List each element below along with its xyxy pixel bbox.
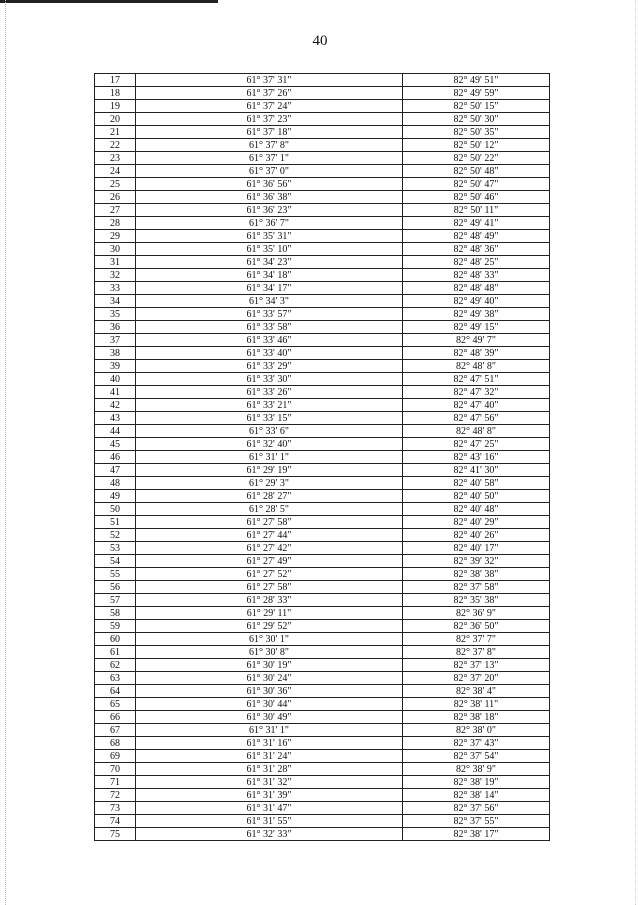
point-number-cell: 28 (95, 217, 136, 230)
table-row (95, 516, 550, 529)
latitude-cell: 61° 31' 16" (136, 737, 403, 750)
latitude-cell: 61° 27' 42" (136, 542, 403, 555)
point-number-cell: 44 (95, 425, 136, 438)
table-row (95, 542, 550, 555)
point-number-cell: 60 (95, 633, 136, 646)
table-row (95, 399, 550, 412)
latitude-cell: 61° 36' 23" (136, 204, 403, 217)
point-number-cell: 71 (95, 776, 136, 789)
longitude-cell: 82° 38' 11" (403, 698, 550, 711)
point-number-cell: 70 (95, 763, 136, 776)
table-row (95, 204, 550, 217)
longitude-cell: 82° 48' 8" (403, 425, 550, 438)
longitude-cell: 82° 40' 58" (403, 477, 550, 490)
point-number-cell: 63 (95, 672, 136, 685)
latitude-cell: 61° 31' 28" (136, 763, 403, 776)
longitude-cell: 82° 38' 0" (403, 724, 550, 737)
longitude-cell: 82° 40' 17" (403, 542, 550, 555)
longitude-cell: 82° 48' 39" (403, 347, 550, 360)
latitude-cell: 61° 30' 49" (136, 711, 403, 724)
longitude-cell: 82° 50' 46" (403, 191, 550, 204)
table-row (95, 490, 550, 503)
latitude-cell: 61° 30' 19" (136, 659, 403, 672)
point-number-cell: 59 (95, 620, 136, 633)
point-number-cell: 23 (95, 152, 136, 165)
point-number-cell: 56 (95, 581, 136, 594)
latitude-cell: 61° 35' 31" (136, 230, 403, 243)
point-number-cell: 22 (95, 139, 136, 152)
longitude-cell: 82° 48' 48" (403, 282, 550, 295)
point-number-cell: 42 (95, 399, 136, 412)
point-number-cell: 26 (95, 191, 136, 204)
table-row (95, 451, 550, 464)
latitude-cell: 61° 31' 39" (136, 789, 403, 802)
latitude-cell: 61° 30' 8" (136, 646, 403, 659)
table-row (95, 555, 550, 568)
point-number-cell: 58 (95, 607, 136, 620)
point-number-cell: 61 (95, 646, 136, 659)
longitude-cell: 82° 37' 20" (403, 672, 550, 685)
latitude-cell: 61° 37' 24" (136, 100, 403, 113)
table-row (95, 113, 550, 126)
latitude-cell: 61° 30' 1" (136, 633, 403, 646)
table-row (95, 152, 550, 165)
longitude-cell: 82° 37' 13" (403, 659, 550, 672)
latitude-cell: 61° 36' 7" (136, 217, 403, 230)
latitude-cell: 61° 37' 1" (136, 152, 403, 165)
table-row (95, 139, 550, 152)
table-row (95, 503, 550, 516)
table-row (95, 594, 550, 607)
latitude-cell: 61° 27' 58" (136, 516, 403, 529)
point-number-cell: 55 (95, 568, 136, 581)
latitude-cell: 61° 31' 55" (136, 815, 403, 828)
longitude-cell: 82° 38' 9" (403, 763, 550, 776)
point-number-cell: 45 (95, 438, 136, 451)
longitude-cell: 82° 37' 8" (403, 646, 550, 659)
table-row (95, 126, 550, 139)
table-row (95, 308, 550, 321)
point-number-cell: 25 (95, 178, 136, 191)
table-row (95, 659, 550, 672)
longitude-cell: 82° 50' 35" (403, 126, 550, 139)
point-number-cell: 36 (95, 321, 136, 334)
point-number-cell: 32 (95, 269, 136, 282)
longitude-cell: 82° 49' 51" (403, 74, 550, 87)
latitude-cell: 61° 29' 19" (136, 464, 403, 477)
table-row (95, 217, 550, 230)
point-number-cell: 46 (95, 451, 136, 464)
point-number-cell: 54 (95, 555, 136, 568)
table-row (95, 100, 550, 113)
point-number-cell: 69 (95, 750, 136, 763)
table-row (95, 178, 550, 191)
table-row (95, 334, 550, 347)
table-row (95, 698, 550, 711)
table-row (95, 750, 550, 763)
point-number-cell: 30 (95, 243, 136, 256)
left-margin-line (5, 0, 7, 905)
latitude-cell: 61° 34' 17" (136, 282, 403, 295)
point-number-cell: 37 (95, 334, 136, 347)
table-row (95, 87, 550, 100)
table-row (95, 815, 550, 828)
latitude-cell: 61° 36' 38" (136, 191, 403, 204)
point-number-cell: 48 (95, 477, 136, 490)
latitude-cell: 61° 33' 57" (136, 308, 403, 321)
table-row (95, 295, 550, 308)
longitude-cell: 82° 38' 14" (403, 789, 550, 802)
latitude-cell: 61° 27' 52" (136, 568, 403, 581)
longitude-cell: 82° 50' 11" (403, 204, 550, 217)
point-number-cell: 65 (95, 698, 136, 711)
latitude-cell: 61° 33' 46" (136, 334, 403, 347)
table-row (95, 568, 550, 581)
point-number-cell: 51 (95, 516, 136, 529)
longitude-cell: 82° 49' 38" (403, 308, 550, 321)
point-number-cell: 64 (95, 685, 136, 698)
longitude-cell: 82° 38' 38" (403, 568, 550, 581)
latitude-cell: 61° 33' 29" (136, 360, 403, 373)
latitude-cell: 61° 31' 32" (136, 776, 403, 789)
longitude-cell: 82° 49' 59" (403, 87, 550, 100)
table-row (95, 347, 550, 360)
longitude-cell: 82° 48' 25" (403, 256, 550, 269)
point-number-cell: 50 (95, 503, 136, 516)
point-number-cell: 75 (95, 828, 136, 841)
longitude-cell: 82° 47' 51" (403, 373, 550, 386)
table-row (95, 321, 550, 334)
longitude-cell: 82° 48' 49" (403, 230, 550, 243)
latitude-cell: 61° 27' 58" (136, 581, 403, 594)
longitude-cell: 82° 41' 30" (403, 464, 550, 477)
longitude-cell: 82° 39' 32" (403, 555, 550, 568)
point-number-cell: 27 (95, 204, 136, 217)
longitude-cell: 82° 47' 25" (403, 438, 550, 451)
longitude-cell: 82° 40' 29" (403, 516, 550, 529)
longitude-cell: 82° 49' 7" (403, 334, 550, 347)
latitude-cell: 61° 29' 11" (136, 607, 403, 620)
point-number-cell: 68 (95, 737, 136, 750)
table-row (95, 828, 550, 841)
longitude-cell: 82° 38' 4" (403, 685, 550, 698)
table-row (95, 477, 550, 490)
longitude-cell: 82° 50' 30" (403, 113, 550, 126)
point-number-cell: 19 (95, 100, 136, 113)
latitude-cell: 61° 32' 40" (136, 438, 403, 451)
coordinates-table (94, 73, 550, 841)
latitude-cell: 61° 33' 40" (136, 347, 403, 360)
latitude-cell: 61° 33' 30" (136, 373, 403, 386)
latitude-cell: 61° 29' 52" (136, 620, 403, 633)
point-number-cell: 21 (95, 126, 136, 139)
table-row (95, 464, 550, 477)
table-row (95, 230, 550, 243)
table-row (95, 529, 550, 542)
point-number-cell: 74 (95, 815, 136, 828)
point-number-cell: 67 (95, 724, 136, 737)
point-number-cell: 73 (95, 802, 136, 815)
point-number-cell: 41 (95, 386, 136, 399)
latitude-cell: 61° 33' 21" (136, 399, 403, 412)
longitude-cell: 82° 48' 36" (403, 243, 550, 256)
latitude-cell: 61° 37' 18" (136, 126, 403, 139)
latitude-cell: 61° 33' 58" (136, 321, 403, 334)
longitude-cell: 82° 50' 48" (403, 165, 550, 178)
point-number-cell: 20 (95, 113, 136, 126)
longitude-cell: 82° 38' 18" (403, 711, 550, 724)
table-row (95, 685, 550, 698)
table-row (95, 776, 550, 789)
point-number-cell: 17 (95, 74, 136, 87)
table-row (95, 360, 550, 373)
right-margin-line (635, 0, 637, 905)
latitude-cell: 61° 37' 23" (136, 113, 403, 126)
longitude-cell: 82° 37' 54" (403, 750, 550, 763)
point-number-cell: 66 (95, 711, 136, 724)
point-number-cell: 39 (95, 360, 136, 373)
longitude-cell: 82° 37' 7" (403, 633, 550, 646)
longitude-cell: 82° 37' 55" (403, 815, 550, 828)
longitude-cell: 82° 37' 56" (403, 802, 550, 815)
point-number-cell: 53 (95, 542, 136, 555)
latitude-cell: 61° 31' 47" (136, 802, 403, 815)
longitude-cell: 82° 47' 32" (403, 386, 550, 399)
latitude-cell: 61° 31' 1" (136, 451, 403, 464)
latitude-cell: 61° 34' 18" (136, 269, 403, 282)
latitude-cell: 61° 31' 24" (136, 750, 403, 763)
latitude-cell: 61° 30' 36" (136, 685, 403, 698)
point-number-cell: 49 (95, 490, 136, 503)
table-row (95, 763, 550, 776)
latitude-cell: 61° 34' 3" (136, 295, 403, 308)
longitude-cell: 82° 50' 12" (403, 139, 550, 152)
longitude-cell: 82° 50' 22" (403, 152, 550, 165)
longitude-cell: 82° 49' 15" (403, 321, 550, 334)
table-row (95, 711, 550, 724)
latitude-cell: 61° 33' 6" (136, 425, 403, 438)
latitude-cell: 61° 37' 0" (136, 165, 403, 178)
point-number-cell: 33 (95, 282, 136, 295)
point-number-cell: 43 (95, 412, 136, 425)
table-row (95, 724, 550, 737)
table-row (95, 282, 550, 295)
page-number: 40 (312, 33, 328, 49)
point-number-cell: 18 (95, 87, 136, 100)
latitude-cell: 61° 37' 31" (136, 74, 403, 87)
latitude-cell: 61° 28' 33" (136, 594, 403, 607)
table-row (95, 438, 550, 451)
latitude-cell: 61° 30' 24" (136, 672, 403, 685)
table-row (95, 789, 550, 802)
table-row (95, 802, 550, 815)
coordinates-table-body (95, 74, 550, 841)
latitude-cell: 61° 28' 5" (136, 503, 403, 516)
table-row (95, 633, 550, 646)
latitude-cell: 61° 37' 8" (136, 139, 403, 152)
latitude-cell: 61° 28' 27" (136, 490, 403, 503)
longitude-cell: 82° 38' 19" (403, 776, 550, 789)
point-number-cell: 24 (95, 165, 136, 178)
table-row (95, 191, 550, 204)
table-row (95, 74, 550, 87)
longitude-cell: 82° 50' 47" (403, 178, 550, 191)
table-row (95, 165, 550, 178)
latitude-cell: 61° 33' 15" (136, 412, 403, 425)
point-number-cell: 47 (95, 464, 136, 477)
point-number-cell: 34 (95, 295, 136, 308)
point-number-cell: 40 (95, 373, 136, 386)
longitude-cell: 82° 48' 8" (403, 360, 550, 373)
table-row (95, 243, 550, 256)
table-row (95, 412, 550, 425)
longitude-cell: 82° 37' 43" (403, 737, 550, 750)
longitude-cell: 82° 50' 15" (403, 100, 550, 113)
table-row (95, 373, 550, 386)
point-number-cell: 57 (95, 594, 136, 607)
latitude-cell: 61° 27' 44" (136, 529, 403, 542)
longitude-cell: 82° 35' 38" (403, 594, 550, 607)
longitude-cell: 82° 38' 17" (403, 828, 550, 841)
longitude-cell: 82° 48' 33" (403, 269, 550, 282)
longitude-cell: 82° 47' 40" (403, 399, 550, 412)
longitude-cell: 82° 36' 9" (403, 607, 550, 620)
latitude-cell: 61° 34' 23" (136, 256, 403, 269)
longitude-cell: 82° 47' 56" (403, 412, 550, 425)
longitude-cell: 82° 43' 16" (403, 451, 550, 464)
latitude-cell: 61° 37' 26" (136, 87, 403, 100)
point-number-cell: 35 (95, 308, 136, 321)
latitude-cell: 61° 27' 49" (136, 555, 403, 568)
longitude-cell: 82° 49' 41" (403, 217, 550, 230)
table-row (95, 425, 550, 438)
latitude-cell: 61° 29' 3" (136, 477, 403, 490)
table-row (95, 581, 550, 594)
latitude-cell: 61° 33' 26" (136, 386, 403, 399)
table-row (95, 256, 550, 269)
point-number-cell: 29 (95, 230, 136, 243)
table-row (95, 269, 550, 282)
table-row (95, 620, 550, 633)
point-number-cell: 38 (95, 347, 136, 360)
table-row (95, 646, 550, 659)
longitude-cell: 82° 36' 50" (403, 620, 550, 633)
longitude-cell: 82° 49' 40" (403, 295, 550, 308)
point-number-cell: 31 (95, 256, 136, 269)
latitude-cell: 61° 32' 33" (136, 828, 403, 841)
top-rule (0, 0, 218, 3)
table-row (95, 386, 550, 399)
table-row (95, 737, 550, 750)
table-row (95, 672, 550, 685)
latitude-cell: 61° 31' 1" (136, 724, 403, 737)
longitude-cell: 82° 40' 48" (403, 503, 550, 516)
longitude-cell: 82° 40' 26" (403, 529, 550, 542)
longitude-cell: 82° 40' 50" (403, 490, 550, 503)
latitude-cell: 61° 35' 10" (136, 243, 403, 256)
latitude-cell: 61° 36' 56" (136, 178, 403, 191)
latitude-cell: 61° 30' 44" (136, 698, 403, 711)
point-number-cell: 62 (95, 659, 136, 672)
point-number-cell: 72 (95, 789, 136, 802)
point-number-cell: 52 (95, 529, 136, 542)
longitude-cell: 82° 37' 58" (403, 581, 550, 594)
table-row (95, 607, 550, 620)
